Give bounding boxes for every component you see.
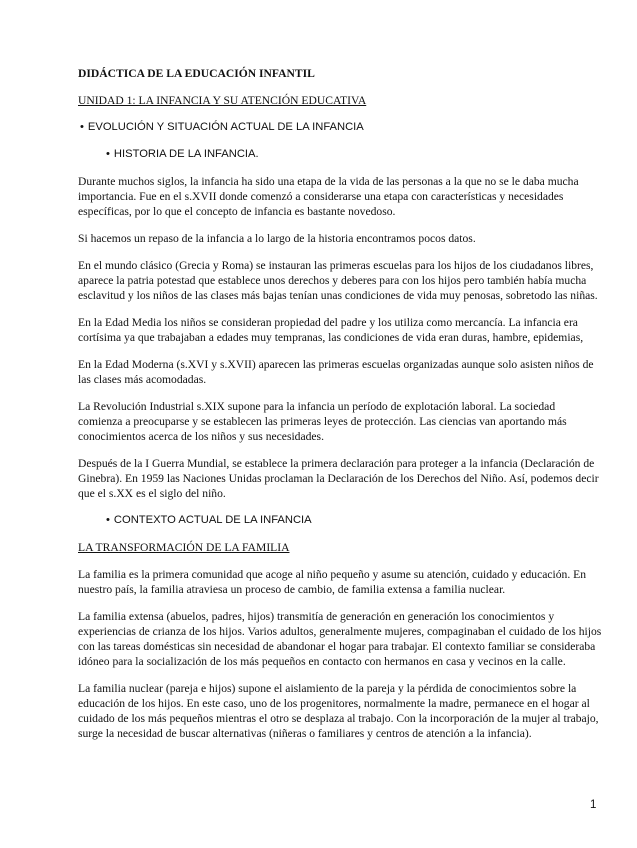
paragraph: La familia es la primera comunidad que acoge al niño pequeño y asume su atención, cuidado y educación. En nuestro país, la familia atraviesa un proceso de cambio, de familia extensa a familia nuclear. [78,568,587,596]
paragraph: La Revolución Industrial s.XIX supone para la infancia un período de explotación laboral. La sociedad comienza a preocuparse y se establecen las primeras leyes de protección. Las ciencias van aportando más conocimientos acerca de los niños y sus necesidades. [78,400,567,443]
bullet-icon: • [106,148,110,160]
subsection-bullet-contexto [106,513,602,528]
unit-heading: UNIDAD 1: LA INFANCIA Y SU ATENCIÓN EDUCATIVA [78,94,367,107]
subsection-bullet-historia [106,147,602,162]
section-heading: EVOLUCIÓN Y SITUACIÓN ACTUAL DE LA INFANCIA [87,121,364,133]
paragraph: Si hacemos un repaso de la infancia a lo largo de la historia encontramos pocos datos. [78,232,476,245]
paragraph: En la Edad Moderna (s.XVI y s.XVII) aparecen las primeras escuelas organizadas aunque solo asisten niños de las clases más acomodadas. [78,358,594,386]
paragraph: Durante muchos siglos, la infancia ha sido una etapa de la vida de las personas a la que no se le daba mucha importancia. Fue en el s.XVII donde comenzó a considerarse una etapa con características y necesidades específicas, por lo que el concepto de infancia es bastante novedoso. [78,175,579,218]
paragraph: Después de la I Guerra Mundial, se establece la primera declaración para proteger a la infancia (Declaración de Ginebra). En 1959 las Naciones Unidas proclaman la Declaración de los Derechos del Niño. Así, podemos decir que el s.XX es el siglo del niño. [78,457,599,500]
paragraph: En el mundo clásico (Grecia y Roma) se instauran las primeras escuelas para los hijos de los ciudadanos libres, aparece la patria potestad que establece unos derechos y deberes para con los hijos pero también había mucha esclavitud y los niños de las clases más bajas tenían unas condiciones de vida muy penosas, sobretodo las niñas. [78,259,598,302]
paragraph: La familia nuclear (pareja e hijos) supone el aislamiento de la pareja y la pérdida de conocimientos sobre la educación de los hijos. En este caso, uno de los progenitores, normalmente la madre, permanece en el hogar al cuidado de los más pequeños mientras el otro se desplaza al trabajo. Con la incorporación de la mujer al trabajo, surge la necesidad de buscar alternativas (niñeras o familiares y centros de atención a la infancia). [78,682,599,740]
page-number: 1 [590,799,597,811]
section-bullet-evolucion [80,120,602,135]
subsection-heading: CONTEXTO ACTUAL DE LA INFANCIA [113,514,312,526]
bullet-icon: • [106,514,110,526]
subsection-heading: HISTORIA DE LA INFANCIA. [113,148,259,160]
page-content [78,66,602,753]
bullet-icon: • [80,121,84,133]
document-title: DIDÁCTICA DE LA EDUCACIÓN INFANTIL [78,67,315,80]
section-heading-familia: LA TRANSFORMACIÓN DE LA FAMILIA [78,541,290,554]
paragraph: La familia extensa (abuelos, padres, hijos) transmitía de generación en generación los conocimientos y experiencias de crianza de los hijos. Varios adultos, generalmente mujeres, compaginaban el cuidado de los hijos con las tareas domésticas sin necesidad de abandonar el hogar para trabajar. El contexto familiar se consideraba idóneo para la socialización de los más pequeños en contacto con hermanos en casa y vecinos en la calle. [78,610,602,668]
paragraph: En la Edad Media los niños se consideran propiedad del padre y los utiliza como mercancía. La infancia era cortísima ya que trabajaban a edades muy tempranas, las condiciones de vida eran duras, hambre, epidemias, [78,316,584,344]
